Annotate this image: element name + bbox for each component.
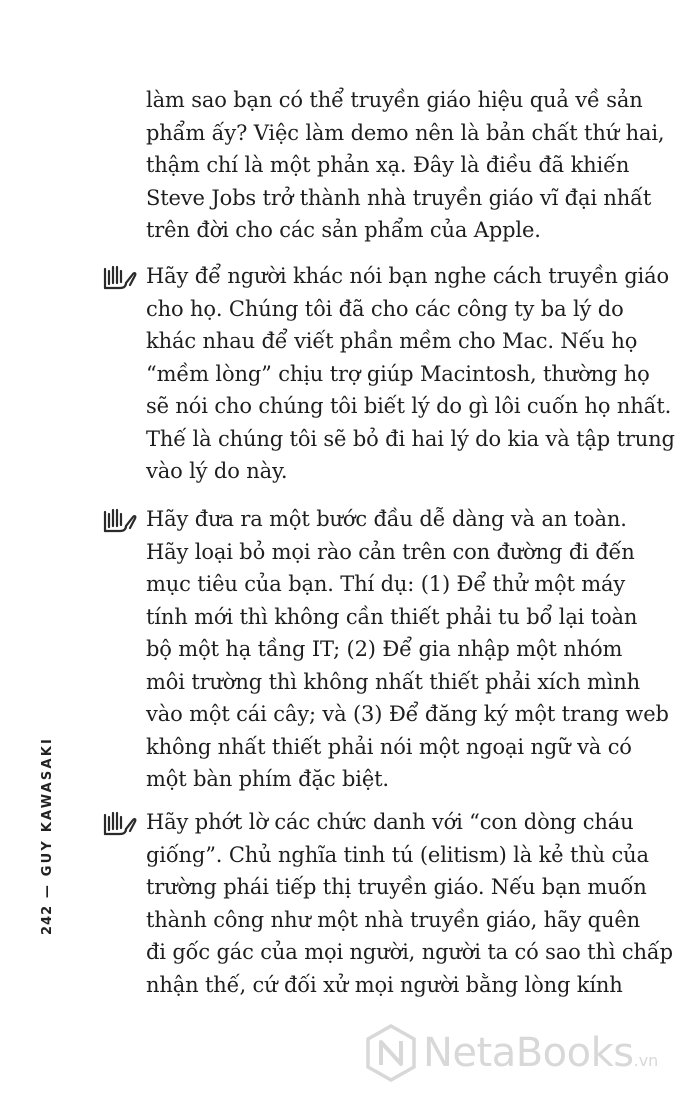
text-line: trường phái tiếp thị truyền giáo. Nếu bạn muốn [146,875,647,899]
text-line: khác nhau để viết phần mềm cho Mac. Nếu họ [146,329,638,353]
author-name: GUY KAWASAKI [40,736,55,877]
running-head [40,737,55,935]
text-line: cho họ. Chúng tôi đã cho các công ty ba lý do [146,296,624,321]
text-line: một bàn phím đặc biệt. [146,767,389,791]
text-line: thành công như một nhà truyền giáo, hãy quên [146,907,640,932]
pointing-hand-icon [102,263,138,291]
text-line: vào một cái cây; và (3) Để đăng ký một trang web [146,702,669,726]
text-line: phẩm ấy? Việc làm demo nên là bản chất thứ hai, [146,120,665,145]
watermark-brand-name: NetaBooks [423,1030,634,1076]
text-line: tính mới thì không cần thiết phải tu bổ lại toàn [146,604,638,629]
text-line: làm sao bạn có thể truyền giáo hiệu quả về sản [146,88,643,112]
bullet-item [146,260,675,488]
text-line: thậm chí là một phản xạ. Đây là điều đã khiến [146,153,630,177]
pointing-hand-icon [102,809,138,837]
page-number: 242 [40,904,55,935]
text-line: bộ một hạ tầng IT; (2) Để gia nhập một nhóm [146,637,623,661]
text-line: vào lý do này. [146,459,288,483]
watermark-domain-suffix: .vn [633,1051,659,1070]
text-line: trên đời cho các sản phẩm của Apple. [146,218,541,242]
intro-paragraph [146,84,665,247]
bullet-item [146,806,673,1001]
text-line: sẽ nói cho chúng tôi biết lý do gì lôi cuốn họ nhất. [146,394,672,418]
text-line: mục tiêu của bạn. Thí dụ: (1) Để thử một máy [146,572,626,596]
text-line: “mềm lòng” chịu trợ giúp Macintosh, thường họ [146,361,650,386]
text-line: không nhất thiết phải nói một ngoại ngữ và có [146,734,632,759]
running-head-separator: — [40,876,55,905]
watermark-brand [423,1030,658,1076]
text-line: Steve Jobs trở thành nhà truyền giáo vĩ đại nhất [146,185,652,210]
text-line: Hãy để người khác nói bạn nghe cách truyền giáo [146,264,669,288]
text-line: Hãy đưa ra một bước đầu dễ dàng và an toàn. [146,507,627,531]
text-line: Hãy phớt lờ các chức danh với “con dòng cháu [146,810,634,834]
netabooks-n-hexagon-logo [365,1024,417,1082]
netabooks-watermark [365,1023,658,1083]
text-line: Hãy loại bỏ mọi rào cản trên con đường đi đến [146,539,635,564]
text-line: nhận thế, cứ đối xử mọi người bằng lòng kính [146,972,623,997]
pointing-hand-icon [102,506,138,534]
text-line: giống”. Chủ nghĩa tinh tú (elitism) là kẻ thù của [146,842,649,867]
text-line: Thế là chúng tôi sẽ bỏ đi hai lý do kia và tập trung [146,426,675,451]
text-line: môi trường thì không nhất thiết phải xích mình [146,669,641,694]
text-line: đi gốc gác của mọi người, người ta có sao thì chấp [146,940,673,964]
bullet-item [146,503,669,796]
